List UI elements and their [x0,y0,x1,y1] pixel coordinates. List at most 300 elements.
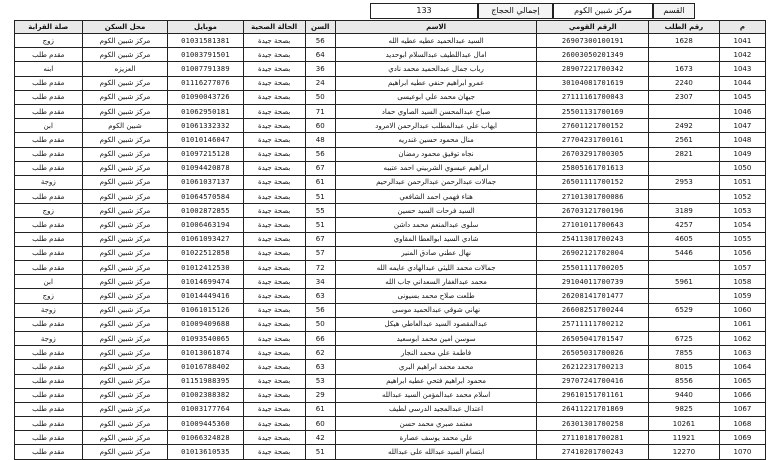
request-no-cell: 2307 [649,90,720,104]
age-cell: 64 [305,48,335,62]
name-cell: ابراهيم عيسوي الشربيني احمد عتيبه [335,161,537,175]
serial-cell: 1047 [719,119,765,133]
age-cell: 72 [305,261,335,275]
serial-cell: 1060 [719,303,765,317]
mobile-cell: 01064570584 [168,190,243,204]
name-cell: سوسن امين محمد ابوسعيد [335,331,537,345]
table-row [15,331,766,345]
request-no-cell: 8015 [649,360,720,374]
age-cell: 24 [305,76,335,90]
name-cell: عمرو ابراهيم حنفي عطيه ابراهيم [335,76,537,90]
residence-cell: مركز شبين الكوم [82,133,168,147]
health-cell: بصحة جيدة [243,34,305,48]
residence-cell: مركز شبين الكوم [82,275,168,289]
residence-cell: مركز شبين الكوم [82,246,168,260]
health-cell: بصحة جيدة [243,360,305,374]
national-id-cell: 26212231700213 [537,360,649,374]
request-no-cell: 2953 [649,175,720,189]
total-pilgrims-label: إجمالي الحجاج [478,3,553,19]
request-no-cell: 3189 [649,204,720,218]
request-no-cell [649,161,720,175]
table-row [15,431,766,445]
col-mobile: موبايل [168,21,243,34]
col-health: الحالة الصحية [243,21,305,34]
col-serial: م [719,21,765,34]
name-cell: منال محمود حسين غندريه [335,133,537,147]
table-row [15,119,766,133]
serial-cell: 1063 [719,346,765,360]
health-cell: بصحة جيدة [243,431,305,445]
health-cell: بصحة جيدة [243,133,305,147]
serial-cell: 1051 [719,175,765,189]
serial-cell: 1054 [719,218,765,232]
age-cell: 51 [305,218,335,232]
serial-cell: 1053 [719,204,765,218]
relation-cell: مقدم طلب [15,190,83,204]
table-row [15,261,766,275]
age-cell: 48 [305,133,335,147]
health-cell: بصحة جيدة [243,261,305,275]
national-id-cell: 27410201700243 [537,445,649,459]
mobile-cell: 01014699474 [168,275,243,289]
serial-cell: 1061 [719,317,765,331]
table-row [15,104,766,118]
age-cell: 56 [305,147,335,161]
center-value: مركز شبين الكوم [553,3,653,19]
relation-cell: مقدم طلب [15,133,83,147]
name-cell: اعتدال عبدالمجيد الدرسي لطيف [335,402,537,416]
relation-cell: مقدم طلب [15,232,83,246]
table-row [15,161,766,175]
health-cell: بصحة جيدة [243,48,305,62]
section-label: القسم [653,3,695,19]
age-cell: 51 [305,445,335,459]
national-id-cell: 26501111700152 [537,175,649,189]
request-no-cell: 4257 [649,218,720,232]
relation-cell: مقدم طلب [15,218,83,232]
residence-cell: شبين الكوم [82,119,168,133]
serial-cell: 1056 [719,246,765,260]
request-no-cell: 2821 [649,147,720,161]
age-cell: 29 [305,388,335,402]
serial-cell: 1057 [719,261,765,275]
national-id-cell: 27704231700161 [537,133,649,147]
relation-cell: زوجة [15,175,83,189]
table-row [15,76,766,90]
age-cell: 60 [305,417,335,431]
health-cell: بصحة جيدة [243,204,305,218]
mobile-cell: 01003791501 [168,48,243,62]
table-row [15,175,766,189]
mobile-cell: 01007791389 [168,62,243,76]
request-no-cell: 9440 [649,388,720,402]
col-relation: صلة القرابة [15,21,83,34]
national-id-cell: 27101011700643 [537,218,649,232]
name-cell: امال عبداللطيف عبدالسلام ابوحديد [335,48,537,62]
request-no-cell: 4605 [649,232,720,246]
health-cell: بصحة جيدة [243,303,305,317]
table-row [15,34,766,48]
table-row [15,402,766,416]
serial-cell: 1070 [719,445,765,459]
national-id-cell: 26505041701547 [537,331,649,345]
health-cell: بصحة جيدة [243,218,305,232]
table-body [15,34,766,460]
relation-cell: ابن [15,275,83,289]
age-cell: 66 [305,331,335,345]
table-header-row [15,21,766,34]
table-row [15,90,766,104]
table-row [15,147,766,161]
residence-cell: مركز شبين الكوم [82,190,168,204]
serial-cell: 1066 [719,388,765,402]
relation-cell: مقدم طلب [15,346,83,360]
relation-cell: مقدم طلب [15,374,83,388]
health-cell: بصحة جيدة [243,374,305,388]
request-no-cell [649,104,720,118]
health-cell: بصحة جيدة [243,289,305,303]
age-cell: 57 [305,246,335,260]
age-cell: 36 [305,62,335,76]
request-no-cell [649,289,720,303]
mobile-cell: 01009409688 [168,317,243,331]
health-cell: بصحة جيدة [243,402,305,416]
residence-cell: مركز شبين الكوم [82,34,168,48]
request-no-cell [649,261,720,275]
mobile-cell: 01061093427 [168,232,243,246]
serial-cell: 1062 [719,331,765,345]
national-id-cell: 27601121700152 [537,119,649,133]
age-cell: 61 [305,175,335,189]
national-id-cell: 30104081701619 [537,76,649,90]
name-cell: هناء فهمي احمد الشافعي [335,190,537,204]
age-cell: 34 [305,275,335,289]
residence-cell: مركز شبين الكوم [82,104,168,118]
name-cell: سلوى عبدالمنعم محمد داشن [335,218,537,232]
residence-cell: مركز شبين الكوم [82,289,168,303]
col-age: السن [305,21,335,34]
name-cell: نهاني شوقي عبدالحميد موسى [335,303,537,317]
residence-cell: مركز شبين الكوم [82,232,168,246]
serial-cell: 1041 [719,34,765,48]
mobile-cell: 01002388382 [168,388,243,402]
table-row [15,232,766,246]
name-cell: محمود ابراهيم فتحي عطيه ابراهيم [335,374,537,388]
health-cell: بصحة جيدة [243,232,305,246]
age-cell: 56 [305,303,335,317]
age-cell: 42 [305,431,335,445]
col-request-no: رقم الطلب [649,21,720,34]
health-cell: بصحة جيدة [243,417,305,431]
mobile-cell: 01151988395 [168,374,243,388]
name-cell: محمد محمد ابراهيم البري [335,360,537,374]
table-row [15,204,766,218]
residence-cell: مركز شبين الكوم [82,445,168,459]
mobile-cell: 01093540065 [168,331,243,345]
relation-cell: مقدم طلب [15,445,83,459]
request-no-cell [649,317,720,331]
relation-cell: مقدم طلب [15,104,83,118]
national-id-cell: 26703121700196 [537,204,649,218]
request-no-cell [649,190,720,204]
serial-cell: 1055 [719,232,765,246]
mobile-cell: 01090043726 [168,90,243,104]
mobile-cell: 01016788402 [168,360,243,374]
serial-cell: 1068 [719,417,765,431]
serial-cell: 1046 [719,104,765,118]
residence-cell: مركز شبين الكوم [82,261,168,275]
relation-cell: مقدم طلب [15,360,83,374]
relation-cell: مقدم طلب [15,417,83,431]
table-row [15,190,766,204]
mobile-cell: 01014449416 [168,289,243,303]
residence-cell: مركز شبين الكوم [82,346,168,360]
national-id-cell: 25501131700169 [537,104,649,118]
residence-cell: مركز شبين الكوم [82,147,168,161]
relation-cell: زوج [15,34,83,48]
relation-cell: مقدم طلب [15,246,83,260]
health-cell: بصحة جيدة [243,331,305,345]
col-name: الاسم [335,21,537,34]
relation-cell: مقدم طلب [15,402,83,416]
residence-cell: مركز شبين الكوم [82,90,168,104]
sheet-header [0,3,779,19]
relation-cell: مقدم طلب [15,76,83,90]
table-row [15,62,766,76]
national-id-cell: 26301301700258 [537,417,649,431]
mobile-cell: 01061332332 [168,119,243,133]
request-no-cell: 2561 [649,133,720,147]
national-id-cell: 27111161700043 [537,90,649,104]
table-row [15,417,766,431]
national-id-cell: 26703291700305 [537,147,649,161]
serial-cell: 1045 [719,90,765,104]
national-id-cell: 29104011700739 [537,275,649,289]
request-no-cell: 1673 [649,62,720,76]
name-cell: محمد عبدالغفار السعداني جاب الله [335,275,537,289]
health-cell: بصحة جيدة [243,119,305,133]
national-id-cell: 26003050201349 [537,48,649,62]
mobile-cell: 01061037137 [168,175,243,189]
national-id-cell: 26907300100191 [537,34,649,48]
name-cell: رباب جمال عبدالحميد محمد نادي [335,62,537,76]
mobile-cell: 01012412530 [168,261,243,275]
serial-cell: 1042 [719,48,765,62]
request-no-cell: 9825 [649,402,720,416]
age-cell: 50 [305,90,335,104]
table-row [15,275,766,289]
table-row [15,388,766,402]
residence-cell: مركز شبين الكوم [82,431,168,445]
name-cell: علي محمد يوسف عصارة [335,431,537,445]
serial-cell: 1050 [719,161,765,175]
mobile-cell: 01094420878 [168,161,243,175]
name-cell: معتمد صبري محمد حسن [335,417,537,431]
health-cell: بصحة جيدة [243,175,305,189]
residence-cell: مركز شبين الكوم [82,204,168,218]
age-cell: 67 [305,161,335,175]
national-id-cell: 25805161701613 [537,161,649,175]
age-cell: 53 [305,374,335,388]
serial-cell: 1067 [719,402,765,416]
table-row [15,445,766,459]
request-no-cell: 10261 [649,417,720,431]
age-cell: 62 [305,346,335,360]
age-cell: 56 [305,34,335,48]
relation-cell: مقدم طلب [15,161,83,175]
serial-cell: 1052 [719,190,765,204]
age-cell: 50 [305,317,335,331]
request-no-cell: 5446 [649,246,720,260]
mobile-cell: 01062950181 [168,104,243,118]
health-cell: بصحة جيدة [243,445,305,459]
serial-cell: 1059 [719,289,765,303]
relation-cell: مقدم طلب [15,48,83,62]
table-row [15,48,766,62]
name-cell: السيد فرحات السيد حسين [335,204,537,218]
mobile-cell: 01003177764 [168,402,243,416]
health-cell: بصحة جيدة [243,190,305,204]
name-cell: شادي السيد ابوالعطا المقاوي [335,232,537,246]
serial-cell: 1048 [719,133,765,147]
name-cell: عبدالمقصود السيد عبدالعاطي هيكل [335,317,537,331]
name-cell: ابتسام السيد عبدالله على عبدالله [335,445,537,459]
table-row [15,289,766,303]
col-national-id: الرقم القومي [537,21,649,34]
health-cell: بصحة جيدة [243,275,305,289]
request-no-cell: 2492 [649,119,720,133]
national-id-cell: 27101301700086 [537,190,649,204]
serial-cell: 1064 [719,360,765,374]
table-row [15,374,766,388]
request-no-cell [649,48,720,62]
national-id-cell: 29707241700416 [537,374,649,388]
mobile-cell: 01066324828 [168,431,243,445]
table-row [15,133,766,147]
national-id-cell: 28907221700342 [537,62,649,76]
request-no-cell: 6725 [649,331,720,345]
national-id-cell: 25711111700212 [537,317,649,331]
national-id-cell: 26208141701477 [537,289,649,303]
mobile-cell: 01097215128 [168,147,243,161]
relation-cell: ابنه [15,62,83,76]
request-no-cell: 7855 [649,346,720,360]
age-cell: 63 [305,289,335,303]
request-no-cell: 12270 [649,445,720,459]
name-cell: نجاه توفيق محمود رمضان [335,147,537,161]
health-cell: بصحة جيدة [243,346,305,360]
name-cell: طلعت صلاح محمد بسيونى [335,289,537,303]
relation-cell: مقدم طلب [15,261,83,275]
table-row [15,317,766,331]
mobile-cell: 01061015126 [168,303,243,317]
name-cell: جيهان محمد علي ابوعيسى [335,90,537,104]
national-id-cell: 25411301700243 [537,232,649,246]
relation-cell: زوج [15,289,83,303]
residence-cell: مركز شبين الكوم [82,317,168,331]
table-row [15,218,766,232]
residence-cell: مركز شبين الكوم [82,374,168,388]
residence-cell: مركز شبين الكوم [82,360,168,374]
pilgrims-table [14,20,766,460]
name-cell: جمالات محمد الليثي عبدالهادي عايمه الله [335,261,537,275]
table-row [15,246,766,260]
serial-cell: 1058 [719,275,765,289]
residence-cell: مركز شبين الكوم [82,402,168,416]
name-cell: جمالات عبدالرحمن عبدالرحمن عبدالرحيم [335,175,537,189]
request-no-cell: 8556 [649,374,720,388]
national-id-cell: 25501111700205 [537,261,649,275]
relation-cell: مقدم طلب [15,388,83,402]
residence-cell: العزيزه [82,62,168,76]
residence-cell: مركز شبين الكوم [82,48,168,62]
residence-cell: مركز شبين الكوم [82,417,168,431]
residence-cell: مركز شبين الكوم [82,388,168,402]
col-residence: محل السكن [82,21,168,34]
residence-cell: مركز شبين الكوم [82,161,168,175]
mobile-cell: 01013610535 [168,445,243,459]
health-cell: بصحة جيدة [243,388,305,402]
relation-cell: مقدم طلب [15,317,83,331]
health-cell: بصحة جيدة [243,317,305,331]
serial-cell: 1069 [719,431,765,445]
mobile-cell: 01009445360 [168,417,243,431]
mobile-cell: 01013061874 [168,346,243,360]
serial-cell: 1049 [719,147,765,161]
residence-cell: مركز شبين الكوم [82,218,168,232]
mobile-cell: 01010146047 [168,133,243,147]
total-pilgrims-value: 133 [370,3,478,19]
relation-cell: مقدم طلب [15,147,83,161]
national-id-cell: 26411221701869 [537,402,649,416]
national-id-cell: 26505031700026 [537,346,649,360]
request-no-cell: 6529 [649,303,720,317]
relation-cell: زوجة [15,331,83,345]
health-cell: بصحة جيدة [243,90,305,104]
age-cell: 67 [305,232,335,246]
relation-cell: زوج [15,204,83,218]
national-id-cell: 26608251700244 [537,303,649,317]
name-cell: السيد عبدالحميد عطيه عطيه الله [335,34,537,48]
health-cell: بصحة جيدة [243,147,305,161]
age-cell: 63 [305,360,335,374]
relation-cell: مقدم طلب [15,90,83,104]
residence-cell: مركز شبين الكوم [82,175,168,189]
serial-cell: 1044 [719,76,765,90]
age-cell: 71 [305,104,335,118]
health-cell: بصحة جيدة [243,76,305,90]
health-cell: بصحة جيدة [243,161,305,175]
name-cell: ايهاب علي عبدالمطلب عبدالرحمن الامرود [335,119,537,133]
request-no-cell: 1628 [649,34,720,48]
age-cell: 61 [305,402,335,416]
name-cell: فاطمة علي محمد النجار [335,346,537,360]
relation-cell: ابن [15,119,83,133]
age-cell: 60 [305,119,335,133]
name-cell: نهال عطني صادق المنير [335,246,537,260]
request-no-cell: 11921 [649,431,720,445]
table-row [15,303,766,317]
mobile-cell: 01002872855 [168,204,243,218]
mobile-cell: 01006463194 [168,218,243,232]
mobile-cell: 01022512858 [168,246,243,260]
name-cell: اسلام محمد عبدالمؤمن السيد عبدالله [335,388,537,402]
relation-cell: زوجة [15,303,83,317]
age-cell: 55 [305,204,335,218]
request-no-cell: 2240 [649,76,720,90]
national-id-cell: 29610151701161 [537,388,649,402]
residence-cell: مركز شبين الكوم [82,303,168,317]
